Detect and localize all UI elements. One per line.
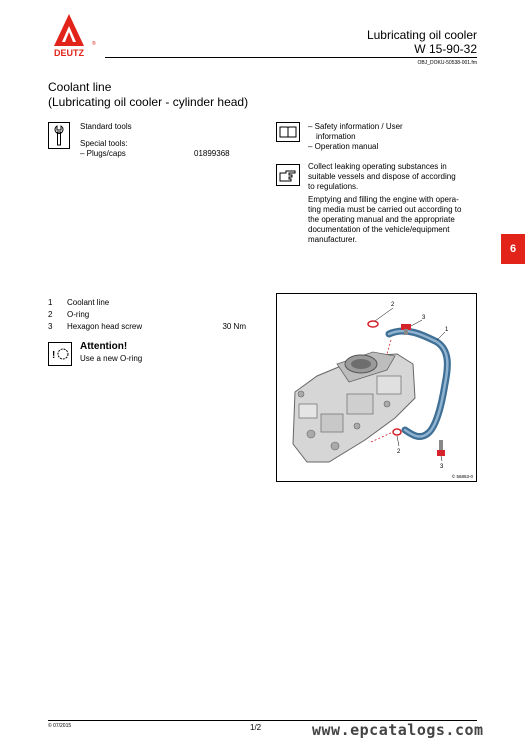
env-line: documentation of the vehicle/equipment xyxy=(308,225,450,234)
document-title xyxy=(367,28,477,56)
list-item xyxy=(48,322,258,334)
hex-screw xyxy=(437,440,445,456)
callout: 2 xyxy=(391,302,395,308)
callout: 1 xyxy=(445,327,449,333)
special-tool-number: 01899368 xyxy=(194,149,230,158)
document-title-line: Lubricating oil cooler xyxy=(366,28,477,42)
section-title-line2: (Lubricating oil cooler - cylinder head) xyxy=(48,95,249,109)
document-ref: OBJ_DOKU-50538-001.fm xyxy=(417,60,477,66)
env-line: to regulations. xyxy=(308,182,359,191)
env-line: ting media must be carried out according to xyxy=(308,205,462,214)
env-line: Emptying and filling the engine with opera- xyxy=(308,195,459,204)
svg-text:!: ! xyxy=(52,350,56,361)
callout: 3 xyxy=(422,315,426,321)
o-ring xyxy=(368,321,378,327)
special-tool-item: – Plugs/caps xyxy=(80,149,126,158)
env-line: Collect leaking operating substances in xyxy=(308,162,447,171)
env-line: manufacturer. xyxy=(308,235,357,244)
page-number: 1/2 xyxy=(250,723,262,732)
book-icon xyxy=(276,122,300,142)
list-item xyxy=(48,298,258,310)
parts-list xyxy=(48,298,258,334)
special-tools-label: Special tools: xyxy=(80,139,128,148)
part-name: Hexagon head screw xyxy=(67,322,143,331)
figure-frame xyxy=(276,293,477,482)
info-line1: – Safety information / User xyxy=(308,122,403,131)
env-line: the operating manual and the appropriate xyxy=(308,215,455,224)
document-code: W 15-90-32 xyxy=(414,42,477,56)
attention-title: Attention! xyxy=(80,341,128,352)
attention-icon xyxy=(48,342,72,366)
env-text xyxy=(308,162,461,245)
info-line3: – Operation manual xyxy=(308,142,379,151)
part-number: 1 xyxy=(48,298,53,307)
part-name: Coolant line xyxy=(67,298,110,307)
attention-text: Use a new O-ring xyxy=(80,354,143,363)
list-item xyxy=(48,310,258,322)
part-value: 30 Nm xyxy=(222,322,246,331)
section-title-line1: Coolant line xyxy=(48,80,112,94)
svg-text:DEUTZ: DEUTZ xyxy=(54,48,84,58)
deutz-logo xyxy=(40,12,98,58)
env-line: suitable vessels and dispose of according xyxy=(308,172,456,181)
figure-id: © 56853-0 xyxy=(451,474,473,479)
wrench-icon xyxy=(48,122,70,149)
cylinder-head-housing xyxy=(293,352,415,462)
footer-date: © 07/2015 xyxy=(48,723,72,729)
callout: 3 xyxy=(440,464,444,470)
hand-pointer-icon xyxy=(276,164,300,186)
chapter-tab: 6 xyxy=(501,234,525,264)
section-title xyxy=(48,80,248,110)
part-number: 2 xyxy=(48,310,53,319)
standard-tools: Standard tools xyxy=(80,122,132,131)
callout: 2 xyxy=(397,449,401,455)
header-divider xyxy=(105,57,477,58)
info-line2: information xyxy=(316,132,356,141)
svg-text:®: ® xyxy=(92,41,96,47)
watermark-url: www.epcatalogs.com xyxy=(312,721,484,739)
part-name: O-ring xyxy=(67,310,90,319)
part-number: 3 xyxy=(48,322,53,331)
engine-illustration xyxy=(277,294,476,481)
o-ring xyxy=(393,429,401,435)
